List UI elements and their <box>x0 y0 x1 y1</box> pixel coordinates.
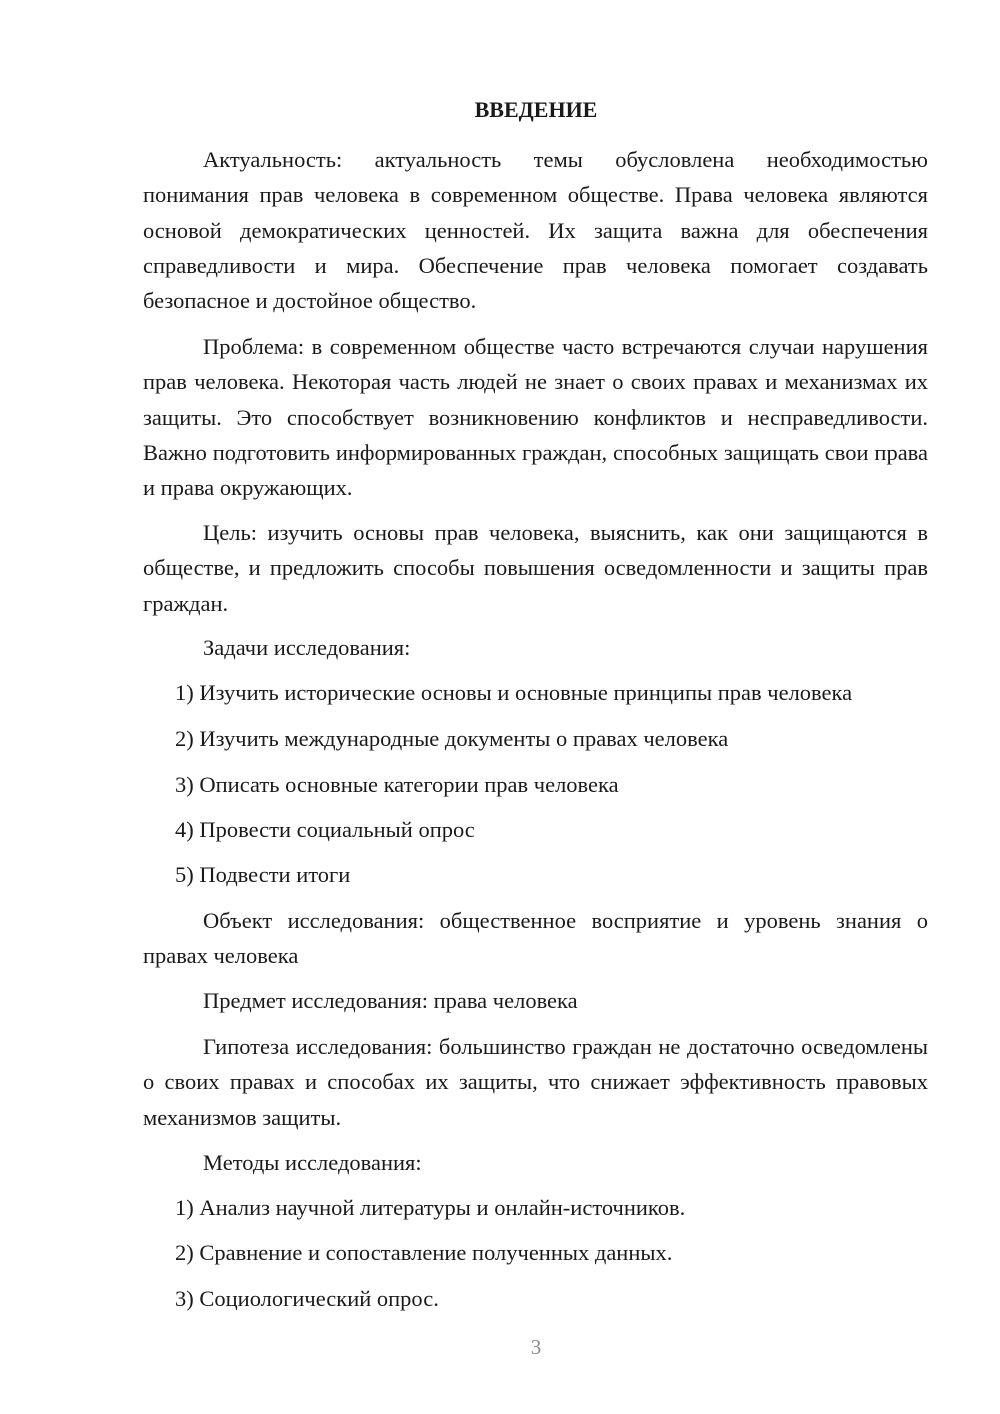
page-number: 3 <box>530 1335 542 1359</box>
task-item-4: 4) Провести социальный опрос <box>175 817 475 842</box>
goal-paragraph: Цель: изучить основы прав человека, выяснить, как они защищаются в обществе, и предложить способы повышения осведомленности и защиты прав граждан. <box>143 520 928 616</box>
method-item-3: 3) Социологический опрос. <box>175 1286 439 1311</box>
relevance-paragraph: Актуальность: актуальность темы обусловлена необходимостью понимания прав человека в современном обществе. Права человека являются основой демократических ценностей. Их защита важна для обеспечения справедливости и мира. Обеспечение прав человека помогает создавать безопасное и достойное общество. <box>143 147 928 314</box>
tasks-heading: Задачи исследования: <box>203 635 411 660</box>
methods-heading: Методы исследования: <box>203 1150 422 1175</box>
problem-paragraph: Проблема: в современном обществе часто встречаются случаи нарушения прав человека. Некоторая часть людей не знает о своих правах и механизмах их защиты. Это способствует возникновению конфликтов и несправедливости. Важно подготовить информированных граждан, способных защищать свои права и права окружающих. <box>143 334 928 501</box>
task-item-3: 3) Описать основные категории прав человека <box>175 772 619 797</box>
object-paragraph: Объект исследования: общественное восприятие и уровень знания о правах человека <box>143 908 928 969</box>
task-item-1: 1) Изучить исторические основы и основные принципы прав человека <box>175 680 853 705</box>
task-item-5: 5) Подвести итоги <box>175 862 351 887</box>
hypothesis-paragraph: Гипотеза исследования: большинство граждан не достаточно осведомлены о своих правах и способах их защиты, что снижает эффективность правовых механизмов защиты. <box>143 1034 928 1130</box>
subject-paragraph: Предмет исследования: права человека <box>203 988 578 1013</box>
method-item-1: 1) Анализ научной литературы и онлайн-источников. <box>175 1195 686 1220</box>
task-item-2: 2) Изучить международные документы о правах человека <box>175 726 729 751</box>
method-item-2: 2) Сравнение и сопоставление полученных данных. <box>175 1240 673 1265</box>
page-title: ВВЕДЕНИЕ <box>474 97 598 122</box>
